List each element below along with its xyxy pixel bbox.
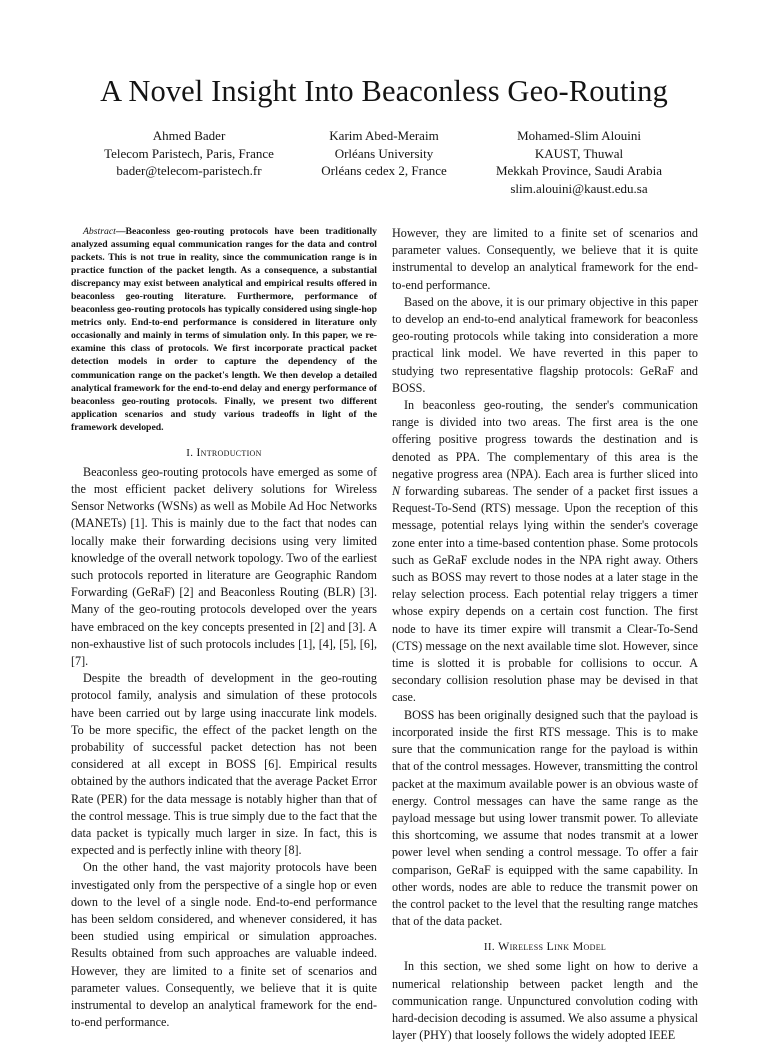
section-number: I. bbox=[186, 446, 194, 459]
author-block-2 bbox=[310, 127, 458, 180]
paper-title: A Novel Insight Into Beaconless Geo-Routing bbox=[100, 74, 668, 108]
variable-n: N bbox=[392, 484, 401, 499]
intro-paragraph-3-continued: However, they are limited to a finite set of scenarios and parameter values. Consequently, we believe that it is quite instrumental to develop an analytical framework for the end-to-end performance. bbox=[392, 226, 698, 292]
author-location: Orléans cedex 2, France bbox=[321, 163, 447, 179]
abstract-dash: — bbox=[115, 226, 126, 237]
author-block-1 bbox=[96, 127, 282, 180]
abstract-label: Abstract bbox=[83, 226, 116, 237]
author-affiliation: Orléans University bbox=[334, 145, 434, 161]
author-name: Ahmed Bader bbox=[152, 128, 226, 143]
paragraph-text: In beaconless geo-routing, the sender's communication range is divided into two areas. The first area is the one offering positive progress towards the destination and is denoted as PPA. The complementary of this area is the negative progress area (NPA). Each area is further sliced into bbox=[392, 398, 698, 481]
intro-paragraph-5 bbox=[392, 397, 698, 707]
intro-paragraph-6: BOSS has been originally designed such that the payload is incorporated inside the first RTS message. This is to make sure that the communication range for the payload is within that of the control messages. However, transmitting the control packet at the maximum available power is an obvious waste of energy. Control messages can have the same range as the payload message but using lower transmit power. To alleviate this shortcoming, we assume that nodes transmit at a lower power level when sending a control message. To offer a fair comparison, GeRaF is equipped with the same capability. In other words, nodes are able to reduce the transmit power on the control packet to the level that the resulting range matches that of the data packet. bbox=[392, 707, 698, 929]
author-block-3 bbox=[486, 127, 672, 197]
section-heading-wireless-link-model bbox=[392, 938, 698, 956]
section-number: II. bbox=[483, 941, 495, 954]
intro-paragraph-3: On the other hand, the vast majority protocols have been investigated only from the perspective of a single hop or even down to the level of a single node. End-to-end performance has been seldom considered, and whenever considered, it has been studied using empirical or simulation approaches. Results obtained from such approaches are valuable indeed. However, they are limited to a finite set of scenarios and parameter values. Consequently, we believe that it is quite instrumental to develop an analytical framework for the end-to-end performance. bbox=[71, 860, 377, 1030]
section-heading-introduction bbox=[71, 444, 377, 462]
paragraph-text: forwarding subareas. The sender of a packet first issues a Request-To-Send (RTS) message. Upon the reception of this message, potential relays lying within the sender's coverage zone enter into a time-based contention phase. Some protocols such as GeRaF exclude nodes in the NPA right away. Others such as BOSS may revert to those nodes at a later stage in the relay selection process. Each potential relay triggers a timer whose expiry depends on a certain cost function. The first node to have its timer expire will transmit a Clear-To-Send (CTS) message on the next available time slot. However, since time is slotted it is probable for collisions to occur. A secondary collision resolution phase may be devised in that case. bbox=[392, 484, 698, 705]
abstract-text: Beaconless geo-routing protocols have been traditionally analyzed assuming equal communication ranges for the data and control packets. This is not true in reality, since the communication range is in practice function of the packet length. As a consequence, a substantial discrepancy may exist between analytical and empirical results offered in beaconless geo-routing literature. Furthermore, performance of beaconless geo-routing protocols has typically considered using single-hop metrics only. End-to-end performance is considered in literature only occasionally and mainly in terms of simulation only. In this paper, we re-examine this class of protocols. We first incorporate practical packet detection models in order to capture the dependency of the communication range on the packet's length. We then develop a detailed analytical framework for the end-to-end delay and energy performance of beaconless geo-routing protocols. Finally, we present two different application scenarios and study various tradeoffs in light of the framework developed. bbox=[71, 226, 377, 433]
author-location: Mekkah Province, Saudi Arabia bbox=[495, 163, 663, 179]
link-model-paragraph-1: In this section, we shed some light on how to derive a numerical relationship between packet length and the communication range. Unpunctured convolution coding with hard-decision decoding is assumed. We also assume a physical layer (PHY) that loosely follows the widely adopted IEEE bbox=[392, 959, 698, 1043]
author-email: bader@telecom-paristech.fr bbox=[116, 163, 262, 179]
abstract bbox=[71, 225, 377, 434]
author-name: Mohamed-Slim Alouini bbox=[517, 128, 641, 143]
intro-paragraph-4: Based on the above, it is our primary objective in this paper to develop an end-to-end analytical framework for beaconless geo-routing protocols while taking into consideration a more practical link model. We have reverted in this paper to studying two representative flagship protocols: GeRaF and BOSS. bbox=[392, 294, 698, 395]
author-affiliation: Telecom Paristech, Paris, France bbox=[104, 145, 274, 161]
author-name: Karim Abed-Meraim bbox=[329, 128, 439, 143]
intro-paragraph-1: Beaconless geo-routing protocols have emerged as some of the most efficient packet delivery solutions for Wireless Sensor Networks (WSNs) as well as Mobile Ad Hoc Networks (MANETs) [1]. This is mainly due to the fact that nodes can locally make their forwarding decisions using very limited knowledge of the overall network topology. Two of the earliest such protocols reported in literature are Geographic Random Forwarding (GeRaF) [2] and Beaconless Routing (BLR) [3]. Many of the geo-routing protocols developed over the years have embraced on the key concepts presented in [2] and [3]. A non-exhaustive list of such protocols includes [1], [4], [5], [6], [7]. bbox=[71, 464, 377, 668]
intro-paragraph-2: Despite the breadth of development in the geo-routing protocol family, analysis and simulation of these protocols have been carried out by large using inaccurate link models. To be more specific, the effect of the packet length on the probability of successful packet detection has not been considered at all except in BOSS [6]. Empirical results obtained by the authors indicated that the average Packet Error Rate (PER) for the data message is notably higher than that of the control message. This is true simply due to the fact that the data packet is typically much larger in size. In fact, this is expected and is perfectly inline with theory [8]. bbox=[71, 671, 377, 858]
author-email: slim.alouini@kaust.edu.sa bbox=[510, 180, 648, 196]
section-title: Introduction bbox=[196, 444, 262, 459]
author-affiliation: KAUST, Thuwal bbox=[534, 145, 624, 161]
left-column bbox=[71, 225, 377, 1030]
right-column bbox=[392, 225, 698, 1044]
section-title: Wireless Link Model bbox=[497, 939, 607, 954]
